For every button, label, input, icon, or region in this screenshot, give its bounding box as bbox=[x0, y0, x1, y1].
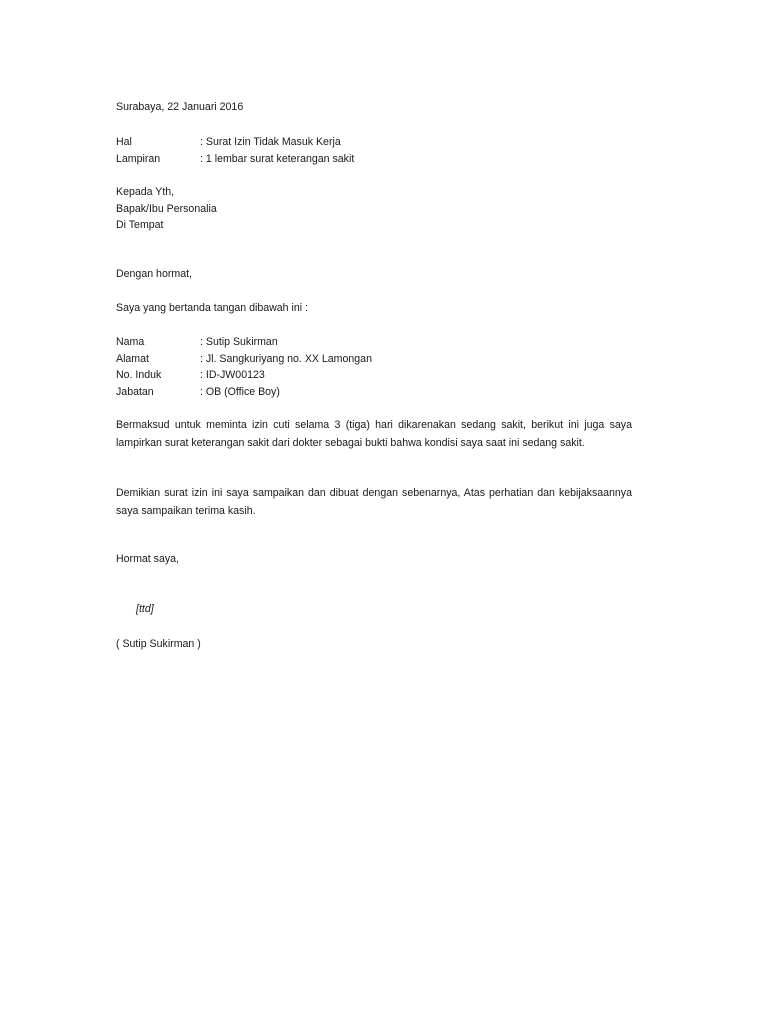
identity-row-position bbox=[116, 384, 516, 401]
identity-row-name bbox=[116, 334, 516, 351]
recipient-line: Bapak/Ibu Personalia bbox=[116, 202, 217, 215]
signer-name: ( Sutip Sukirman ) bbox=[116, 638, 201, 650]
signature-mark: [ttd] bbox=[136, 603, 154, 615]
meta-label: Lampiran bbox=[116, 152, 161, 165]
identity-label: Nama bbox=[116, 336, 145, 348]
identity-value: : Jl. Sangkuriyang no. XX Lamongan bbox=[200, 352, 372, 365]
identity-row-address bbox=[116, 351, 516, 368]
identity-value: : OB (Office Boy) bbox=[200, 385, 280, 398]
letter-meta bbox=[116, 134, 516, 167]
identity-block bbox=[116, 334, 516, 400]
identity-row-id bbox=[116, 367, 516, 384]
meta-row-attachment bbox=[116, 151, 516, 168]
regards: Hormat saya, bbox=[116, 553, 179, 565]
body-paragraph: Bermaksud untuk meminta izin cuti selama 3 (tiga) hari dikarenakan sedang sakit, berikut ini juga saya lampirkan surat keterangan sakit dari dokter sebagai bukti bahwa kondisi saya saat ini sedang sakit. bbox=[116, 419, 632, 449]
intro-line: Saya yang bertanda tangan dibawah ini : bbox=[116, 302, 309, 314]
identity-label: Jabatan bbox=[116, 385, 154, 398]
identity-value: : Sutip Sukirman bbox=[200, 336, 278, 348]
recipient-line: Di Tempat bbox=[116, 219, 164, 231]
recipient-block bbox=[116, 184, 217, 234]
identity-label: Alamat bbox=[116, 352, 149, 365]
salutation: Dengan hormat, bbox=[116, 268, 192, 280]
meta-label: Hal bbox=[116, 136, 132, 148]
meta-row-subject bbox=[116, 134, 516, 151]
place-date: Surabaya, 22 Januari 2016 bbox=[116, 101, 244, 113]
meta-value: : Surat Izin Tidak Masuk Kerja bbox=[200, 136, 341, 148]
identity-label: No. Induk bbox=[116, 369, 162, 381]
meta-value: : 1 lembar surat keterangan sakit bbox=[200, 152, 355, 165]
recipient-line: Kepada Yth, bbox=[116, 186, 175, 198]
closing-paragraph: Demikian surat izin ini saya sampaikan dan dibuat dengan sebenarnya, Atas perhatian dan kebijaksaannya saya sampaikan terima kasih. bbox=[116, 487, 632, 517]
identity-value: : ID-JW00123 bbox=[200, 369, 265, 381]
